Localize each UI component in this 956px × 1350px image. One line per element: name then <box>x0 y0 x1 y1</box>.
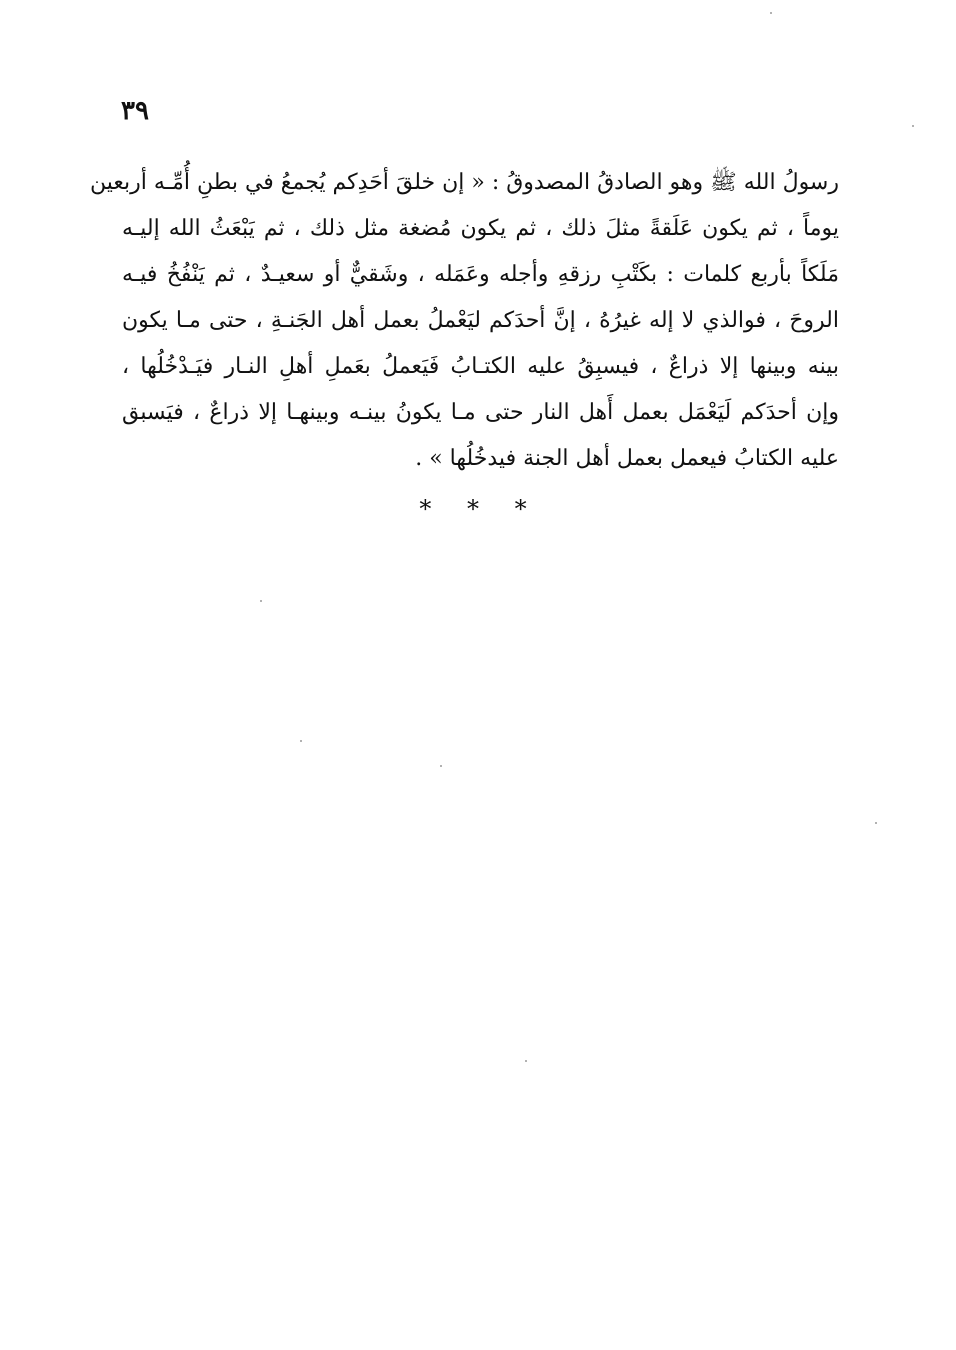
scan-speck <box>525 1060 527 1062</box>
page-number: ٣٩ <box>121 96 149 126</box>
text-line: رسولُ الله ﷺ وهو الصادقُ المصدوقُ : « إن خلقَ أحَدِكم يُجمعُ في بطنِ أُمِّـه أربعين <box>90 170 839 195</box>
scan-speck <box>300 740 302 742</box>
scan-speck <box>875 822 877 824</box>
scan-speck <box>260 600 262 602</box>
scan-speck <box>770 12 772 14</box>
scan-speck <box>440 765 442 767</box>
section-separator: * * * <box>419 495 541 523</box>
text-line: بينه وبينها إلا ذراعٌ ، فيسبِقُ عليه الكتـابُ فَيَعملُ بعَملِ أهلِ النـار فيَـدْخُلُها ، <box>122 354 839 379</box>
text-line: وإن أحدَكم لَيَعْمَل بعمل أَهل النار حتى مـا يكونُ بينـه وبينهـا إلا ذراعٌ ، فيَسبق <box>122 400 839 425</box>
text-line: عليه الكتابُ فيعمل بعمل أهل الجنة فيدخُلُها » . <box>415 446 839 471</box>
text-line: مَلَكاً بأربع كلمات : بكَتْبِ رزقهِ وأجله وعَمَله ، وشَقيٌّ أو سعيـدٌ ، ثم يَنْفُخُ فيـه <box>122 262 839 287</box>
text-line: يوماً ، ثم يكون عَلَقةً مثلَ ذلك ، ثم يكون مُضغة مثل ذلك ، ثم يَبْعَثُ الله إليـه <box>122 216 839 241</box>
text-line: الروحَ ، فوالذي لا إله غيرُهُ ، إنَّ أحدَكم ليَعْملُ بعمل أهل الجَنـةِ ، حتى مـا يكون <box>122 308 839 333</box>
hadith-paragraph <box>90 160 839 482</box>
scan-speck <box>912 125 914 127</box>
